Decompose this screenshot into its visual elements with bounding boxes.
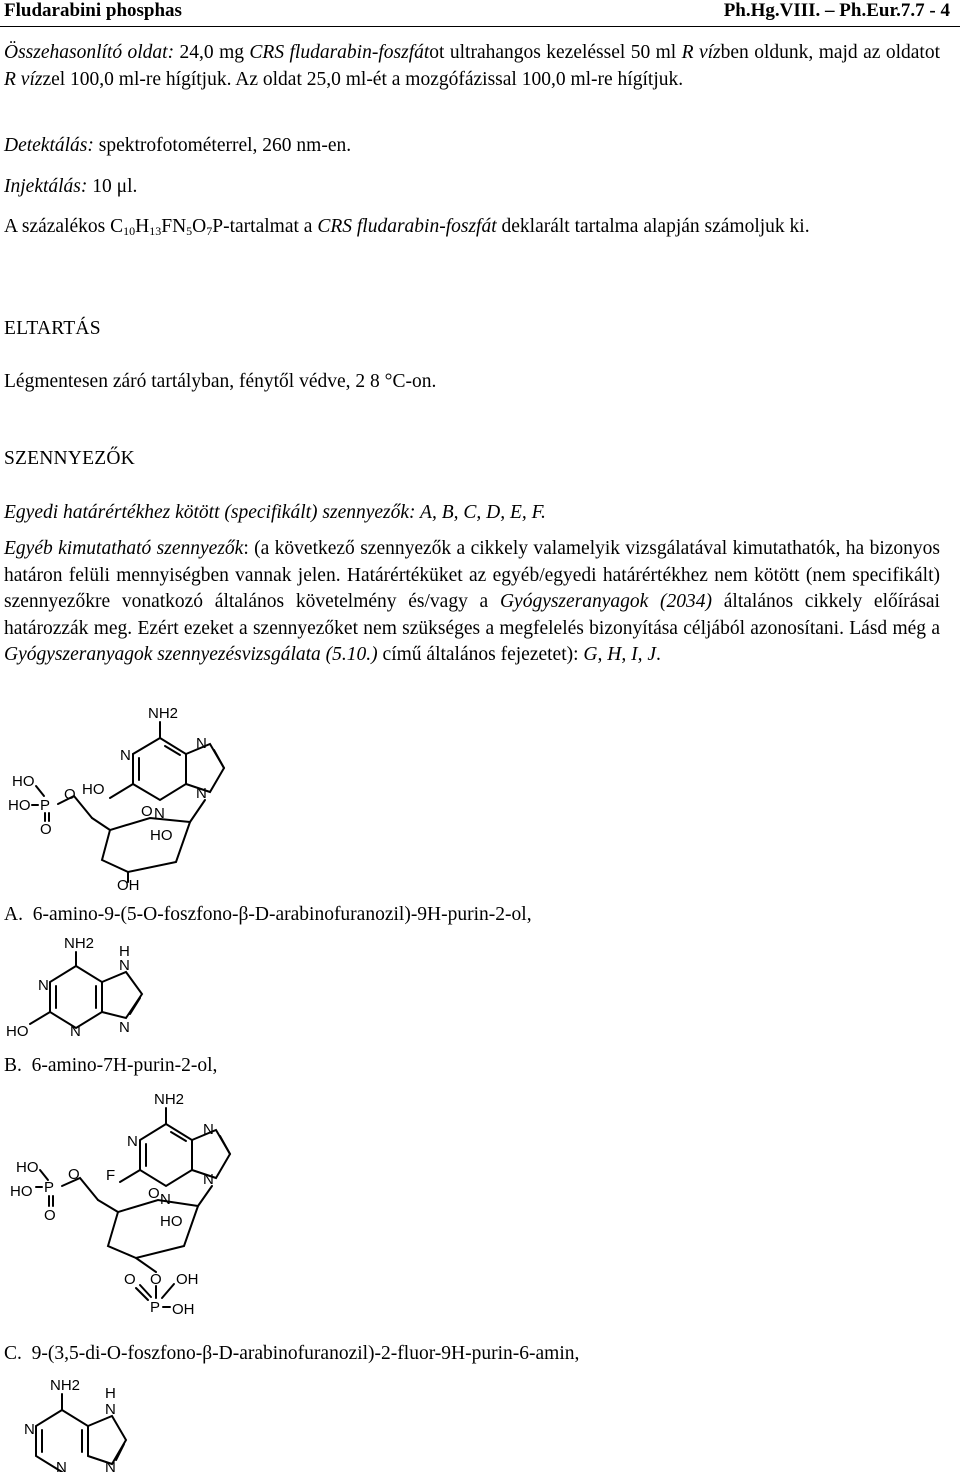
structure-impurity-c xyxy=(0,1086,300,1326)
header-divider xyxy=(0,26,960,27)
compound-name: 6-amino-9-(5-O-foszfono-β-D-arabinofuranozil)-9H-purin-2-ol, xyxy=(32,904,532,925)
atom-label: P xyxy=(44,1179,55,1196)
atom-label: NH2 xyxy=(154,1091,185,1108)
storage-heading: ELTARTÁS xyxy=(4,318,101,339)
atom-label: P xyxy=(40,797,51,814)
compound-name: 6-amino-7H-purin-2-ol, xyxy=(31,1055,218,1076)
atom-label: OH xyxy=(172,1301,195,1318)
storage-text: Légmentesen záró tartályban, fénytől védve, 2 8 °C-on. xyxy=(4,371,437,392)
text-run: című általános fejezetet): xyxy=(377,644,584,666)
text-run: 24,0 mg xyxy=(174,42,250,63)
subscript: 5 xyxy=(186,224,193,238)
atom-label: N xyxy=(120,747,131,764)
atom-label: OH xyxy=(176,1271,199,1288)
atom-label: O xyxy=(40,821,52,838)
atom-label: OH xyxy=(117,877,140,894)
atom-label: H xyxy=(119,943,130,960)
text-run: ben oldunk, majd az oldatot xyxy=(720,42,940,63)
reference-solution-label: Összehasonlító oldat: xyxy=(4,42,175,63)
atom-label: HO xyxy=(150,827,173,844)
text-run: általános cikkely előírásai határozzák meg. Ezért ezeket a szennyezőket nem szükséges a megfelelés bizonyítása céljából azonosítani. Lásd még a xyxy=(4,591,940,639)
atom-label: HO xyxy=(160,1213,183,1230)
text-run: O xyxy=(192,216,207,237)
pharmacopoeia-reference: Ph.Hg.VIII. – Ph.Eur.7.7 - 4 xyxy=(723,0,950,21)
text-run: deklarált tartalma alapján számoljuk ki. xyxy=(496,216,810,237)
monograph-title: Fludarabini phosphas xyxy=(4,0,182,21)
atom-label: N xyxy=(203,1171,214,1188)
text-run: H xyxy=(135,216,150,237)
crs-name: CRS fludarabin-foszfát xyxy=(317,216,497,237)
compound-letter: B. xyxy=(4,1055,22,1076)
page-header xyxy=(4,0,950,24)
atom-label: N xyxy=(24,1421,35,1438)
atom-label: O xyxy=(44,1207,56,1224)
other-impurities-label: Egyéb kimutatható szennyezők xyxy=(4,538,244,559)
atom-label: N xyxy=(119,1019,130,1036)
atom-label: O xyxy=(68,1166,80,1183)
compound-a-caption xyxy=(4,903,532,927)
structure-impurity-d xyxy=(0,1372,200,1472)
structure-impurity-b xyxy=(0,932,200,1042)
subscript: 10 xyxy=(123,224,136,238)
subscript: 13 xyxy=(149,224,162,238)
atom-label: HO xyxy=(16,1159,39,1176)
reagent-name: R víz xyxy=(4,68,43,90)
percent-content-paragraph xyxy=(4,214,940,241)
atom-label: HO xyxy=(82,781,105,798)
atom-label: N xyxy=(154,805,165,822)
detection-text: spektrofotométerrel, 260 nm-en. xyxy=(93,135,352,156)
text-run: zel 100,0 ml-re hígítjuk. Az oldat 25,0 ml-ét a mozgófázissal 100,0 ml-re hígítjuk. xyxy=(42,68,684,90)
text-run: A százalékos C xyxy=(4,216,124,237)
atom-label: NH2 xyxy=(148,705,179,722)
atom-label: NH2 xyxy=(50,1377,81,1394)
text-run: ot ultrahangos kezeléssel 50 ml xyxy=(429,42,682,63)
subscript: 7 xyxy=(206,224,213,238)
compound-name: 9-(3,5-di-O-foszfono-β-D-arabinofuranozil)-2-fluor-9H-purin-6-amin, xyxy=(31,1343,580,1364)
compound-b-caption xyxy=(4,1054,217,1078)
injection-label: Injektálás: xyxy=(4,176,88,197)
atom-label: O xyxy=(64,786,76,803)
detection-label: Detektálás: xyxy=(4,135,94,156)
compound-c-caption xyxy=(4,1342,579,1366)
atom-label: N xyxy=(160,1191,171,1208)
atom-label: O xyxy=(124,1271,136,1288)
text-run: FN xyxy=(161,216,187,237)
structure-impurity-a xyxy=(0,700,300,894)
specified-impurities-text: Egyedi határértékhez kötött (specifikált) szennyezők: A, B, C, D, E, F. xyxy=(4,502,546,523)
compound-letter: C. xyxy=(4,1343,22,1364)
compound-letter: A. xyxy=(4,904,23,925)
atom-label: HO xyxy=(6,1023,29,1040)
text-run: : (a következő szennyezők a cikkely valamelyik vizsgálatával kimutathatók, ha bizonyos határon felüli mennyiségben vannak jelen. Határértéküket az egyéb/egyedi határértékhez nem kötött (nem specifikált) szennyezőkre vonatkozó általános követelmény és/vagy a xyxy=(4,538,940,613)
atom-label: N xyxy=(105,1459,116,1472)
impurity-letters: G, H, I, J xyxy=(583,644,656,666)
specified-impurities xyxy=(4,500,940,527)
atom-label: N xyxy=(196,785,207,802)
atom-label: HO xyxy=(10,1183,33,1200)
atom-label: N xyxy=(56,1459,67,1472)
injection-text: 10 μl. xyxy=(87,176,138,197)
atom-label: F xyxy=(106,1167,116,1184)
detection-paragraph xyxy=(4,133,940,160)
atom-label: H xyxy=(105,1385,116,1402)
text-run: . xyxy=(655,644,661,666)
atom-label: N xyxy=(203,1121,214,1138)
atom-label: N xyxy=(105,1401,116,1418)
reagent-name: R víz xyxy=(681,42,721,63)
crs-name: CRS fludarabin-foszfát xyxy=(249,42,430,63)
atom-label: O xyxy=(148,1185,160,1202)
atom-label: N xyxy=(119,957,130,974)
atom-label: P xyxy=(150,1299,161,1316)
monograph-reference: Gyógyszeranyagok (2034) xyxy=(499,591,713,613)
atom-label: O xyxy=(141,803,153,820)
injection-paragraph xyxy=(4,174,940,201)
atom-label: N xyxy=(196,735,207,752)
atom-label: N xyxy=(38,977,49,994)
atom-label: O xyxy=(150,1271,162,1288)
reference-solution-paragraph xyxy=(4,40,940,93)
atom-label: N xyxy=(70,1023,81,1040)
other-impurities-paragraph xyxy=(4,536,940,669)
atom-label: N xyxy=(127,1133,138,1150)
chapter-reference: Gyógyszeranyagok szennyezésvizsgálata (5.10.) xyxy=(4,644,378,666)
atom-label: HO xyxy=(8,797,31,814)
atom-label: HO xyxy=(12,773,35,790)
atom-label: NH2 xyxy=(64,935,95,952)
text-run: P-tartalmat a xyxy=(212,216,318,237)
impurities-heading: SZENNYEZŐK xyxy=(4,448,135,469)
